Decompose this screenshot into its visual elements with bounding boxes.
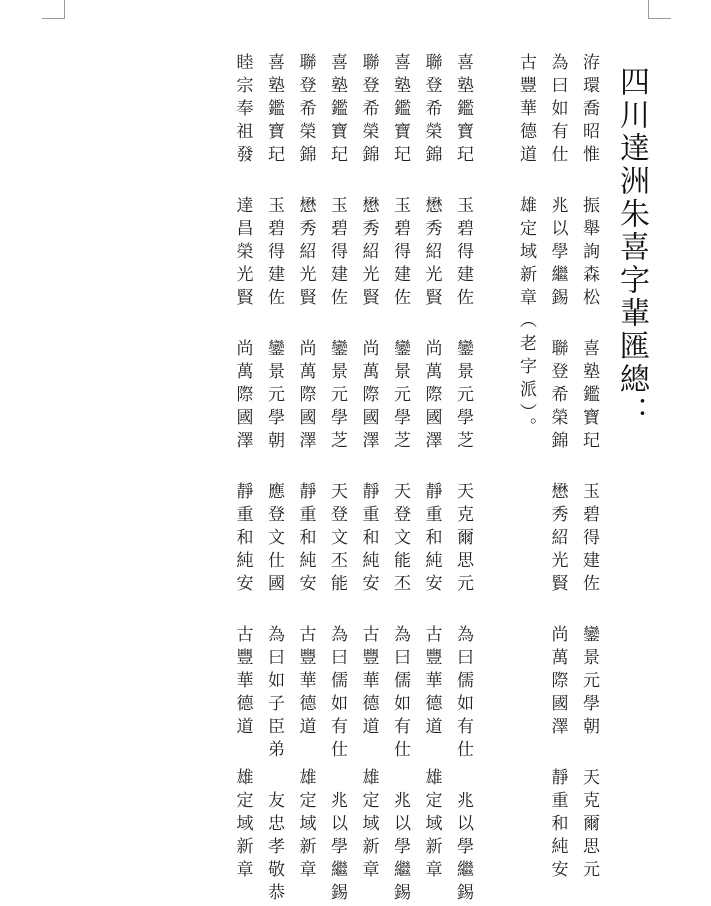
column-phrase: 聯登希榮錦 [295,53,316,168]
column-phrase: 應登文仕國 [264,482,284,597]
column-phrase: 兆以學繼錫 [327,791,347,906]
column-phrase: 振舉詢森松 [579,196,599,311]
column-phrase: 懋秀紹光賢 [358,196,379,311]
page-corner-top-right [648,0,671,19]
column-phrase: 雄定域新章 [295,768,316,883]
column-phrase: 懋秀紹光賢 [295,196,316,311]
column-phrase: 為曰如子臣弟 [264,625,284,763]
column-phrase: 為曰如有仕 [547,53,568,168]
column-phrase: 玉碧得建佐 [453,196,473,311]
column-phrase: 尚萬際國澤 [295,339,316,454]
column-phrase: 達昌榮光賢 [232,196,253,311]
column-phrase: 兆以學繼錫 [453,791,473,906]
column-phrase: 靜重和純安 [295,482,316,597]
column-phrase: 雄定域新章 [421,768,442,883]
column-phrase: 靜重和純安 [421,482,442,597]
column-phrase: 喜塾鑑寶玘 [264,53,284,168]
column-phrase: 古豐華德道 [516,53,536,168]
column-phrase: 兆以學繼錫 [390,791,410,906]
column-phrase: 聯登希榮錦 [358,53,379,168]
column-phrase: 天克爾思元 [579,768,599,883]
column-phrase: 尚萬際國澤 [421,339,442,454]
column-phrase: 睦宗奉祖發 [232,53,253,168]
column-phrase: 雄定域新章 [358,768,379,883]
column-phrase: 天登文能丕 [390,482,410,597]
column-phrase: 靜重和純安 [358,482,379,597]
column-phrase: 尚萬際國澤 [358,339,379,454]
column-phrase: 洊環喬昭惟 [579,53,599,168]
column-phrase: 靜重和純安 [232,482,253,597]
column-phrase: 喜塾鑑寶玘 [327,53,347,168]
column-phrase: 為曰儒如有仕 [390,625,410,763]
column-phrase: 玉碧得建佐 [327,196,347,311]
column-phrase: 天克爾思元 [453,482,473,597]
column-phrase: 鑾景元學芝 [390,339,410,454]
column-phrase: 喜塾鑑寶玘 [453,53,473,168]
column-phrase: 懋秀紹光賢 [547,482,568,597]
column-phrase: 鑾景元學朝 [264,339,284,454]
column-phrase: 懋秀紹光賢 [421,196,442,311]
column-phrase: 喜塾鑑寶玘 [390,53,410,168]
column-phrase: 雄定域新章 [232,768,253,883]
column-phrase: 尚萬際國澤 [232,339,253,454]
column-phrase: 玉碧得建佐 [264,196,284,311]
column-phrase: 尚萬際國澤 [547,625,568,740]
column-phrase: 為曰儒如有仕 [327,625,347,763]
column-phrase: 雄定域新章（老字派）。 [516,196,536,441]
column-phrase: 古豐華德道 [232,625,253,740]
column-phrase: 古豐華德道 [358,625,379,740]
column-phrase: 玉碧得建佐 [390,196,410,311]
column-phrase: 聯登希榮錦 [547,339,568,454]
column-phrase: 聯登希榮錦 [421,53,442,168]
page-corner-top-left [42,0,65,19]
column-phrase: 鑾景元學芝 [327,339,347,454]
column-phrase: 玉碧得建佐 [579,482,599,597]
column-phrase: 兆以學繼錫 [547,196,568,311]
page-title: 四川達洲朱喜字輩匯總： [614,66,649,429]
column-phrase: 友忠孝敬恭 [264,791,284,906]
column-phrase: 古豐華德道 [421,625,442,740]
column-phrase: 鑾景元學朝 [579,625,599,740]
column-phrase: 鑾景元學芝 [453,339,473,454]
column-phrase: 喜塾鑑寶玘 [579,339,599,454]
column-phrase: 為曰儒如有仕 [453,625,473,763]
column-phrase: 天登文丕能 [327,482,347,597]
column-phrase: 靜重和純安 [547,768,568,883]
column-phrase: 古豐華德道 [295,625,316,740]
